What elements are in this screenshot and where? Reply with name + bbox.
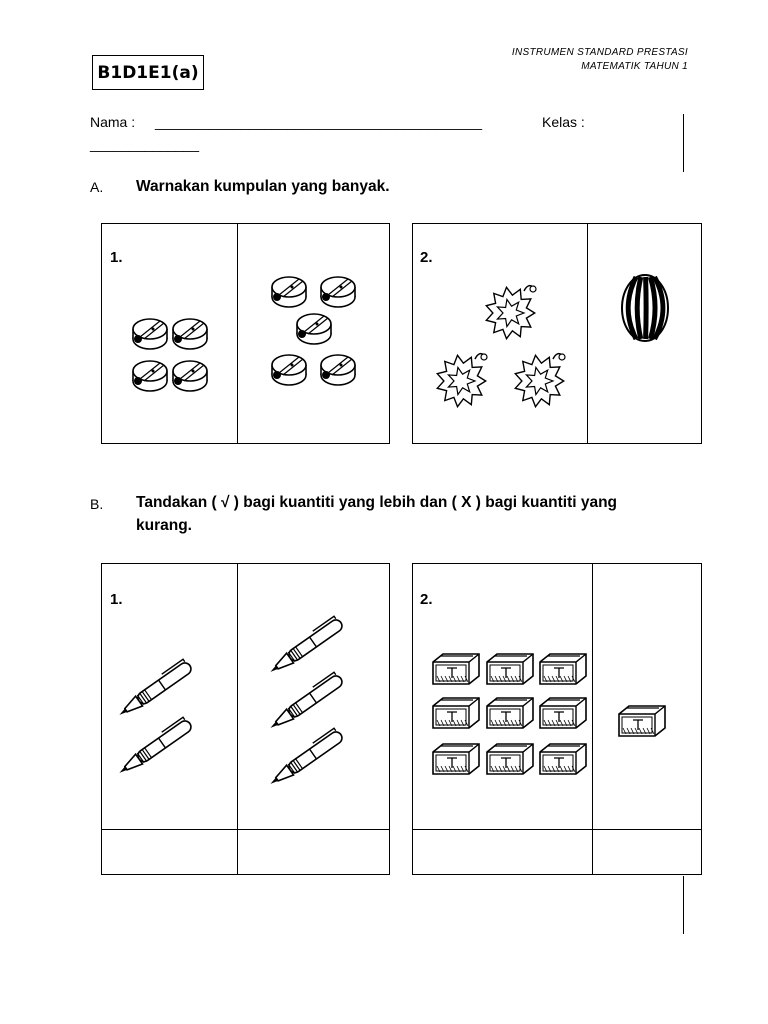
- section-b-instruction-line-2: kurang.: [136, 517, 192, 534]
- pen-group-left[interactable]: [102, 564, 236, 828]
- section-a-letter: A.: [90, 179, 104, 195]
- eraser-group-right[interactable]: [593, 564, 700, 828]
- section-b-q1-answer-left[interactable]: [102, 830, 236, 872]
- sharpener-icon: [133, 319, 167, 349]
- pen-icon: [265, 727, 344, 789]
- pen-icon: [114, 658, 193, 720]
- sharpener-icon: [297, 314, 331, 344]
- sharpener-icon: [272, 355, 306, 385]
- section-b-q1-number[interactable]: 1.: [110, 591, 123, 608]
- sharpener-icon: [173, 319, 207, 349]
- section-b-instruction: [136, 491, 617, 537]
- section-a-q1-number[interactable]: 1.: [110, 249, 123, 266]
- eraser-group-left[interactable]: [413, 564, 591, 828]
- eraser-icon: [540, 698, 586, 728]
- durian-group[interactable]: [413, 224, 587, 442]
- watermelon-group[interactable]: [588, 224, 700, 442]
- eraser-icon: [619, 706, 665, 736]
- name-label: Nama :: [90, 114, 136, 130]
- section-a-q2-number[interactable]: 2.: [420, 249, 433, 266]
- class-blank: ______________: [90, 136, 200, 152]
- margin-line-bottom: [683, 876, 684, 934]
- margin-line-top: [683, 114, 684, 172]
- eraser-icon: [487, 654, 533, 684]
- pen-icon: [265, 671, 344, 733]
- worksheet-title: [512, 46, 688, 74]
- sharpener-icon: [272, 277, 306, 307]
- section-b-q2-number[interactable]: 2.: [420, 591, 433, 608]
- eraser-icon: [540, 744, 586, 774]
- sharpener-group-right[interactable]: [238, 224, 388, 442]
- section-a-instruction: Warnakan kumpulan yang banyak.: [136, 178, 390, 195]
- pen-group-right[interactable]: [238, 564, 388, 828]
- sharpener-icon: [321, 355, 355, 385]
- worksheet-code-box: [92, 55, 204, 90]
- eraser-icon: [487, 698, 533, 728]
- eraser-icon: [540, 654, 586, 684]
- pen-icon: [265, 615, 344, 677]
- sharpener-icon: [133, 361, 167, 391]
- title-line-1: INSTRUMEN STANDARD PRESTASI: [511, 47, 688, 58]
- eraser-icon: [433, 654, 479, 684]
- sharpener-icon: [173, 361, 207, 391]
- watermelon-icon: [622, 275, 668, 341]
- sharpener-group-left[interactable]: [102, 224, 236, 442]
- pen-icon: [114, 716, 193, 778]
- section-b-instruction-line-1: Tandakan ( √ ) bagi kuantiti yang lebih dan ( X ) bagi kuantiti yang: [136, 494, 618, 511]
- eraser-icon: [433, 744, 479, 774]
- eraser-icon: [487, 744, 533, 774]
- section-b-q2-answer-right[interactable]: [593, 830, 700, 872]
- name-blank: __________________________________________: [155, 114, 483, 130]
- class-label: Kelas :: [542, 114, 585, 130]
- title-line-2: MATEMATIK TAHUN 1: [581, 61, 688, 72]
- section-b-q1-answer-right[interactable]: [238, 830, 388, 872]
- section-b-letter: B.: [90, 496, 104, 512]
- durian-icon: [515, 354, 565, 407]
- eraser-icon: [433, 698, 479, 728]
- worksheet-code: B1D1E1(a): [97, 62, 199, 83]
- sharpener-icon: [321, 277, 355, 307]
- durian-icon: [486, 286, 536, 339]
- section-b-q2-answer-left[interactable]: [413, 830, 591, 872]
- durian-icon: [437, 354, 487, 407]
